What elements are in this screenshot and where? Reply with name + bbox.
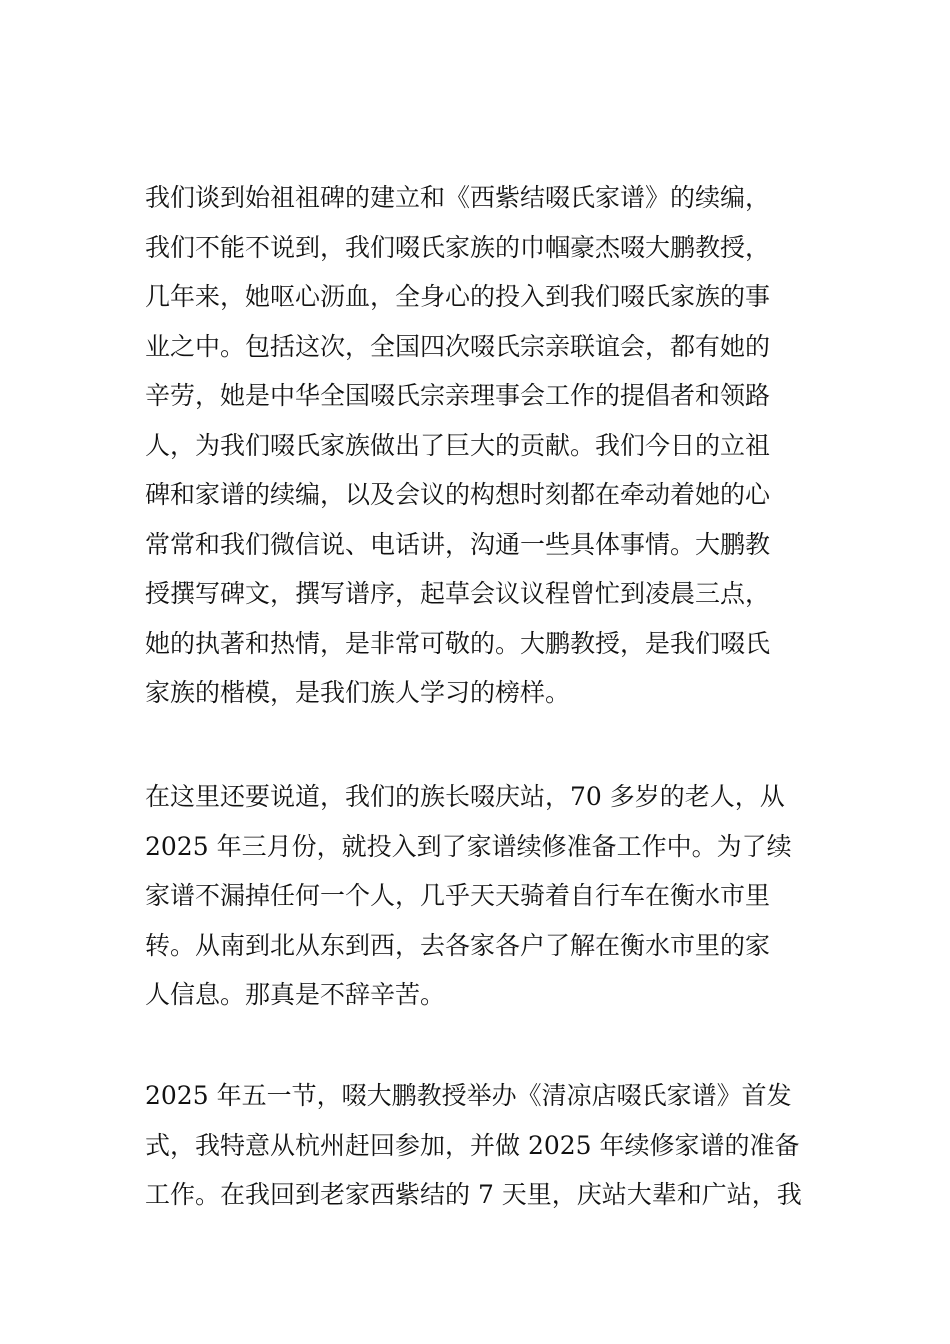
text-line: 家族的楷模，是我们族人学习的榜样。 [145,678,571,707]
text-line: 式，我特意从杭州赶回参加，并做 2025 年续修家谱的准备 [145,1130,800,1160]
paragraph-3 [145,1071,825,1220]
text-line: 几年来，她呕心沥血，全身心的投入到我们啜氏家族的事 [145,282,771,311]
text-line: 工作。在我回到老家西紫结的 7 天里，庆站大辈和广站，我 [145,1180,802,1209]
text-line: 在这里还要说道，我们的族长啜庆站，70 多岁的老人，从 [145,782,785,811]
text-line: 辛劳，她是中华全国啜氏宗亲理事会工作的提倡者和领路 [145,381,771,410]
text-line: 人信息。那真是不辞辛苦。 [145,980,446,1009]
text-line: 授撰写碑文，撰写谱序，起草会议议程曾忙到凌晨三点， [145,579,771,608]
text-line: 转。从南到北从东到西，去各家各户了解在衡水市里的家 [145,930,771,960]
text-line: 她的执著和热情，是非常可敬的。大鹏教授，是我们啜氏 [145,628,771,658]
text-line: 2025 年三月份，就投入到了家谱续修准备工作中。为了续 [145,831,792,861]
text-line: 碑和家谱的续编，以及会议的构想时刻都在牵动着她的心 [145,480,771,509]
text-line: 家谱不漏掉任何一个人，几乎天天骑着自行车在衡水市里 [145,881,771,910]
paragraph-1 [145,173,825,718]
text-line: 我们谈到始祖祖碑的建立和《西紫结啜氏家谱》的续编， [145,183,771,212]
text-line: 我们不能不说到，我们啜氏家族的巾帼豪杰啜大鹏教授， [145,232,771,262]
text-line: 2025 年五一节，啜大鹏教授举办《清凉店啜氏家谱》首发 [145,1081,792,1110]
text-line: 人，为我们啜氏家族做出了巨大的贡献。我们今日的立祖 [145,430,771,460]
text-line: 常常和我们微信说、电话讲，沟通一些具体事情。大鹏教 [145,529,771,559]
text-line: 业之中。包括这次，全国四次啜氏宗亲联谊会，都有她的 [145,331,771,361]
paragraph-2 [145,772,825,1020]
